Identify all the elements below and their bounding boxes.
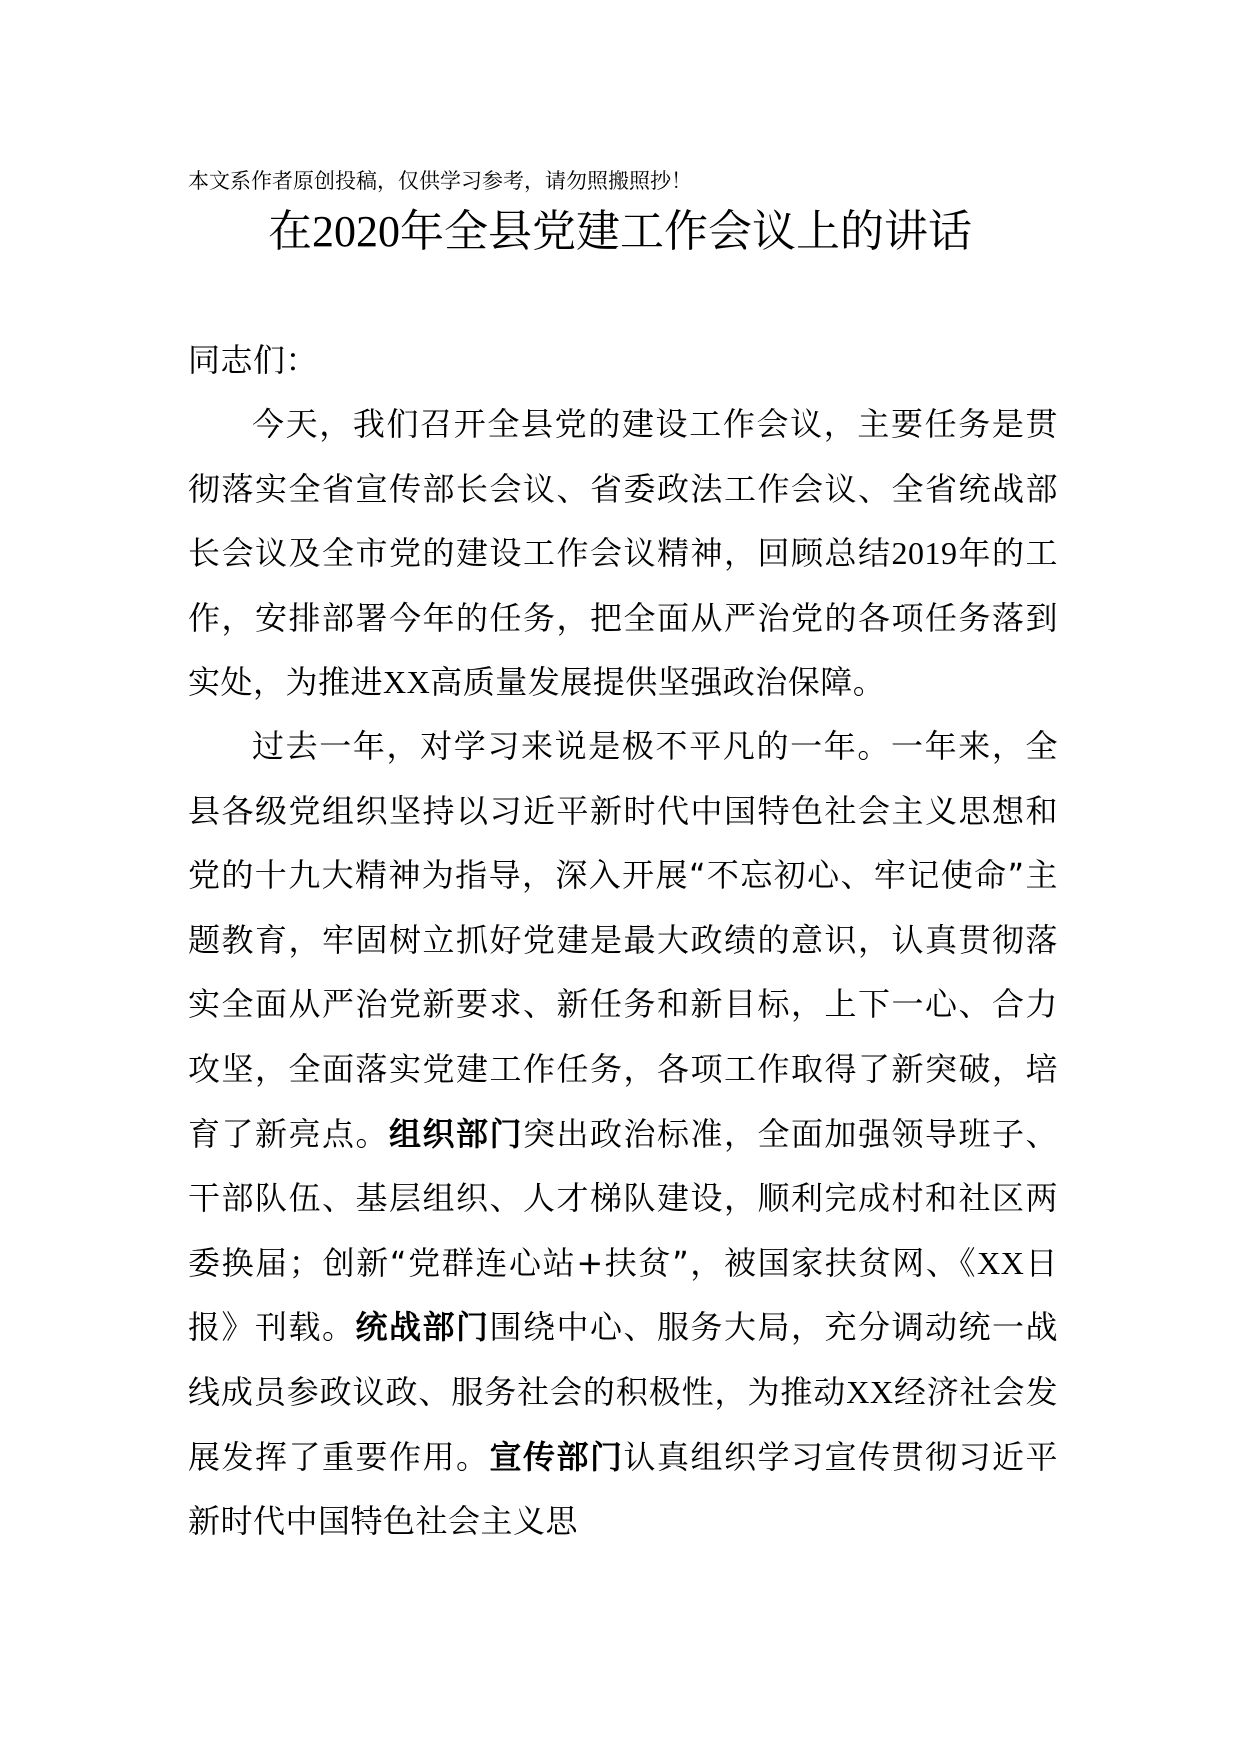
paragraph-2-text-1: 过去一年，对学习来说是极不平凡的一年。一年来，全县各级党组织坚持以习近平新时代中国特色社会主义思想和党的十九大精神为指导，深入开展“不忘初心、牢记使命”主题教育，牢固树立抓好党建是最大政绩的意识，认真贯彻落实全面从严治党新要求、新任务和新目标，上下一心、合力攻坚，全面落实党建工作任务，各项工作取得了新突破，培育了新亮点。 [188, 727, 1058, 1153]
title-suffix: 年全县党建工作会议上的讲话 [400, 206, 972, 257]
paragraph-2-text-5: 经济社会发展发挥了重要作用。 [188, 1372, 1058, 1476]
paragraph-1-text-1: 今天，我们召开全县党的建设工作会议，主要任务是贯彻落实全省宣传部长会议、省委政法工作会议、全省统战部长会议及全市党的建设工作会议精神，回顾总结 [188, 405, 1058, 573]
paragraph-1-text-2: 年的工作，安排部署今年的任务，把全面从严治党的各项任务落到实处，为推进 [188, 534, 1058, 702]
paragraph-2-heading-united-front: 统战部门 [355, 1308, 490, 1347]
paragraph-1-year: 2019 [891, 535, 958, 572]
paragraph-1-text-3: 高质量发展提供坚强政治保障。 [430, 663, 886, 702]
paragraph-2-text-4: 围绕中心、服务大局，充分调动统一战线成员参政议政、服务社会的积极性，为推动 [188, 1308, 1058, 1411]
paragraph-2-text-6: 认真组织学习宣传贯彻习近平新时代中国特色社会主义思 [188, 1437, 1058, 1541]
title-year: 2020 [312, 207, 400, 256]
paragraph-2-placeholder-xx-1: XX [977, 1244, 1025, 1281]
document-title [0, 202, 1240, 262]
paragraph-2-heading-organization: 组织部门 [389, 1114, 523, 1153]
paragraph-2-heading-publicity: 宣传部门 [489, 1437, 624, 1476]
paragraph-2 [188, 714, 1058, 1554]
paragraph-1 [188, 392, 1058, 715]
paragraph-2-text-3: 日报》刊载。 [188, 1243, 1058, 1347]
paragraph-1-placeholder-xx: XX [383, 664, 431, 701]
paragraph-2-text-2: 突出政治标准，全面加强领导班子、干部队伍、基层组织、人才梯队建设，顺利完成村和社区两委换届；创新“党群连心站+扶贫”，被国家扶贫网、《 [188, 1114, 1058, 1282]
paragraph-2-placeholder-xx-2: XX [846, 1373, 894, 1410]
copyright-note: 本文系作者原创投稿，仅供学习参考，请勿照搬照抄！ [188, 169, 692, 193]
title-prefix: 在 [268, 206, 312, 257]
salutation: 同志们： [188, 341, 319, 379]
